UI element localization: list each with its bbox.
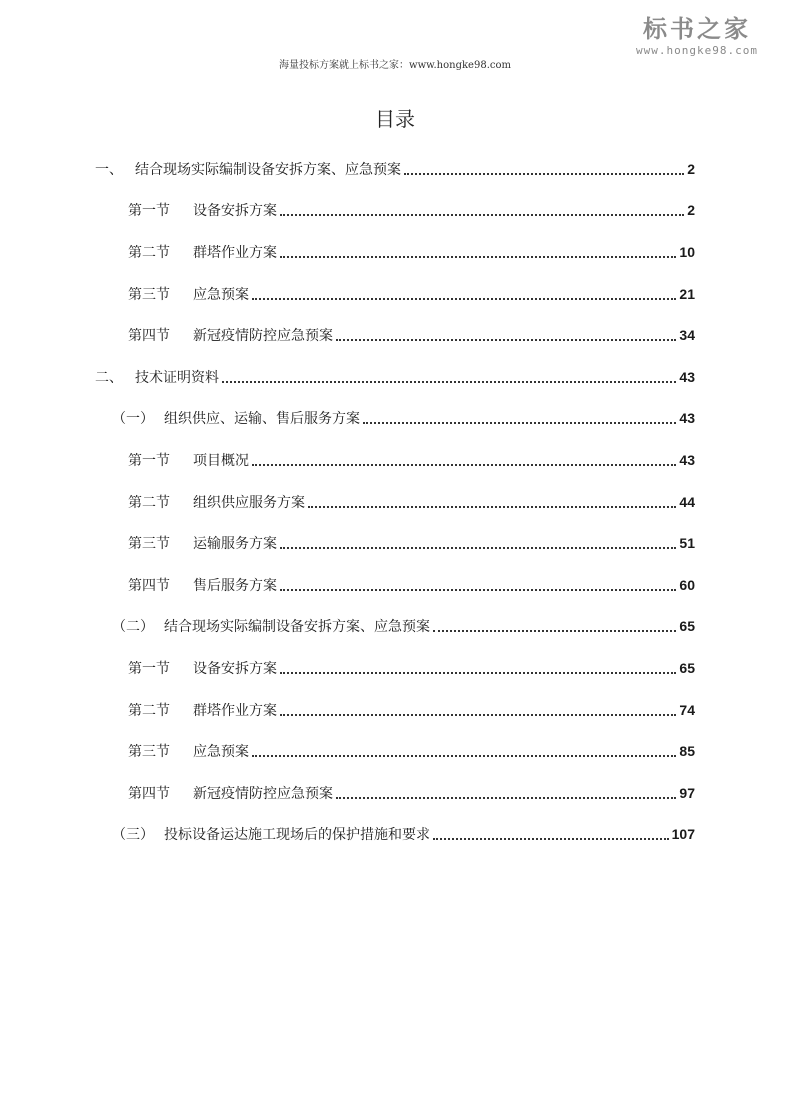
toc-entry-page: 43 — [679, 451, 695, 468]
toc-leader-dots — [280, 714, 676, 716]
toc-entry-title: 群塔作业方案 — [193, 244, 277, 261]
toc-entry-page: 107 — [671, 826, 695, 843]
toc-entry-title: 组织供应、运输、售后服务方案 — [164, 411, 360, 428]
toc-entry-title: 售后服务方案 — [193, 577, 277, 594]
toc-entry-number: 第一节 — [128, 660, 170, 677]
toc-entry-page: 21 — [679, 285, 695, 302]
toc-entry-title: 群塔作业方案 — [193, 702, 277, 719]
toc-entry-page: 2 — [687, 202, 695, 219]
toc-entry-number: 第一节 — [128, 452, 170, 469]
toc-entry-title: 应急预案 — [193, 744, 249, 761]
toc-leader-dots — [280, 214, 684, 216]
toc-entry-number: 第四节 — [128, 577, 170, 594]
toc-title: 目录 — [375, 107, 415, 131]
toc-entry[interactable] — [95, 689, 695, 731]
toc-entry-title: 运输服务方案 — [193, 536, 277, 553]
toc-entry[interactable] — [95, 190, 695, 232]
watermark-url: www.hongke98.com — [636, 44, 758, 57]
toc-entry-page: 65 — [679, 618, 695, 635]
toc-entry-page: 43 — [679, 368, 695, 385]
toc-entry-title: 设备安拆方案 — [193, 660, 277, 677]
toc-entry[interactable] — [95, 772, 695, 814]
toc-entry[interactable] — [95, 273, 695, 315]
toc-entry-number: 二、 — [95, 369, 123, 386]
toc-entry-number: 第三节 — [128, 286, 170, 303]
toc-entry-number: 第三节 — [128, 744, 170, 761]
toc-leader-dots — [433, 838, 669, 840]
header-note: 海量投标方案就上标书之家：www.hongke98.com — [279, 60, 511, 71]
toc-leader-dots — [433, 630, 676, 632]
toc-entry-number: 第一节 — [128, 203, 170, 220]
toc-entry-title: 新冠疫情防控应急预案 — [193, 328, 333, 345]
toc-entry-number: 第四节 — [128, 328, 170, 345]
toc-entry-title: 设备安拆方案 — [193, 203, 277, 220]
toc-leader-dots — [280, 672, 676, 674]
toc-entry-page: 43 — [679, 410, 695, 427]
toc-entry[interactable] — [95, 481, 695, 523]
toc-entry-title: 结合现场实际编制设备安拆方案、应急预案 — [164, 619, 430, 636]
toc-entry[interactable] — [95, 314, 695, 356]
toc-entry-page: 44 — [679, 493, 695, 510]
toc-entry[interactable] — [95, 522, 695, 564]
toc-leader-dots — [280, 256, 676, 258]
toc-entry-number: 第三节 — [128, 536, 170, 553]
toc-leader-dots — [280, 589, 676, 591]
toc-leader-dots — [252, 755, 676, 757]
toc-entry-page: 2 — [687, 160, 695, 177]
toc-entry[interactable] — [95, 148, 695, 190]
toc-entry-title: 结合现场实际编制设备安拆方案、应急预案 — [135, 161, 401, 178]
toc-entry-title: 技术证明资料 — [135, 369, 219, 386]
toc-entry-number: 第二节 — [128, 244, 170, 261]
toc-leader-dots — [252, 464, 676, 466]
toc-entry[interactable] — [95, 730, 695, 772]
toc-entry[interactable] — [95, 814, 695, 856]
toc-entry-page: 34 — [679, 327, 695, 344]
toc-entry-number: （三） — [112, 827, 154, 844]
toc-entry-title: 应急预案 — [193, 286, 249, 303]
toc-entry-number: （二） — [112, 619, 154, 636]
toc-entry-number: 第二节 — [128, 494, 170, 511]
toc-entry[interactable] — [95, 356, 695, 398]
toc-entry-page: 10 — [679, 243, 695, 260]
toc-entry-title: 项目概况 — [193, 452, 249, 469]
toc-entry[interactable] — [95, 564, 695, 606]
toc-entry-title: 组织供应服务方案 — [193, 494, 305, 511]
toc-entry-number: 第四节 — [128, 785, 170, 802]
toc-leader-dots — [336, 339, 676, 341]
toc-entry[interactable] — [95, 398, 695, 440]
toc-entry-page: 51 — [679, 535, 695, 552]
table-of-contents — [95, 148, 695, 855]
toc-leader-dots — [252, 298, 676, 300]
toc-leader-dots — [280, 547, 676, 549]
toc-entry-number: （一） — [112, 411, 154, 428]
toc-entry[interactable] — [95, 606, 695, 648]
toc-entry-page: 65 — [679, 659, 695, 676]
toc-entry[interactable] — [95, 231, 695, 273]
toc-leader-dots — [222, 381, 676, 383]
toc-entry[interactable] — [95, 439, 695, 481]
toc-entry[interactable] — [95, 647, 695, 689]
toc-entry-page: 85 — [679, 743, 695, 760]
watermark-logo — [622, 14, 772, 57]
toc-leader-dots — [363, 422, 676, 424]
toc-leader-dots — [404, 173, 684, 175]
toc-leader-dots — [308, 506, 676, 508]
toc-entry-number: 一、 — [95, 161, 123, 178]
toc-entry-page: 74 — [679, 701, 695, 718]
watermark-title: 标书之家 — [643, 15, 751, 43]
toc-entry-page: 97 — [679, 784, 695, 801]
toc-entry-title: 新冠疫情防控应急预案 — [193, 785, 333, 802]
toc-entry-number: 第二节 — [128, 702, 170, 719]
toc-entry-title: 投标设备运达施工现场后的保护措施和要求 — [164, 827, 430, 844]
toc-leader-dots — [336, 797, 676, 799]
toc-entry-page: 60 — [679, 576, 695, 593]
